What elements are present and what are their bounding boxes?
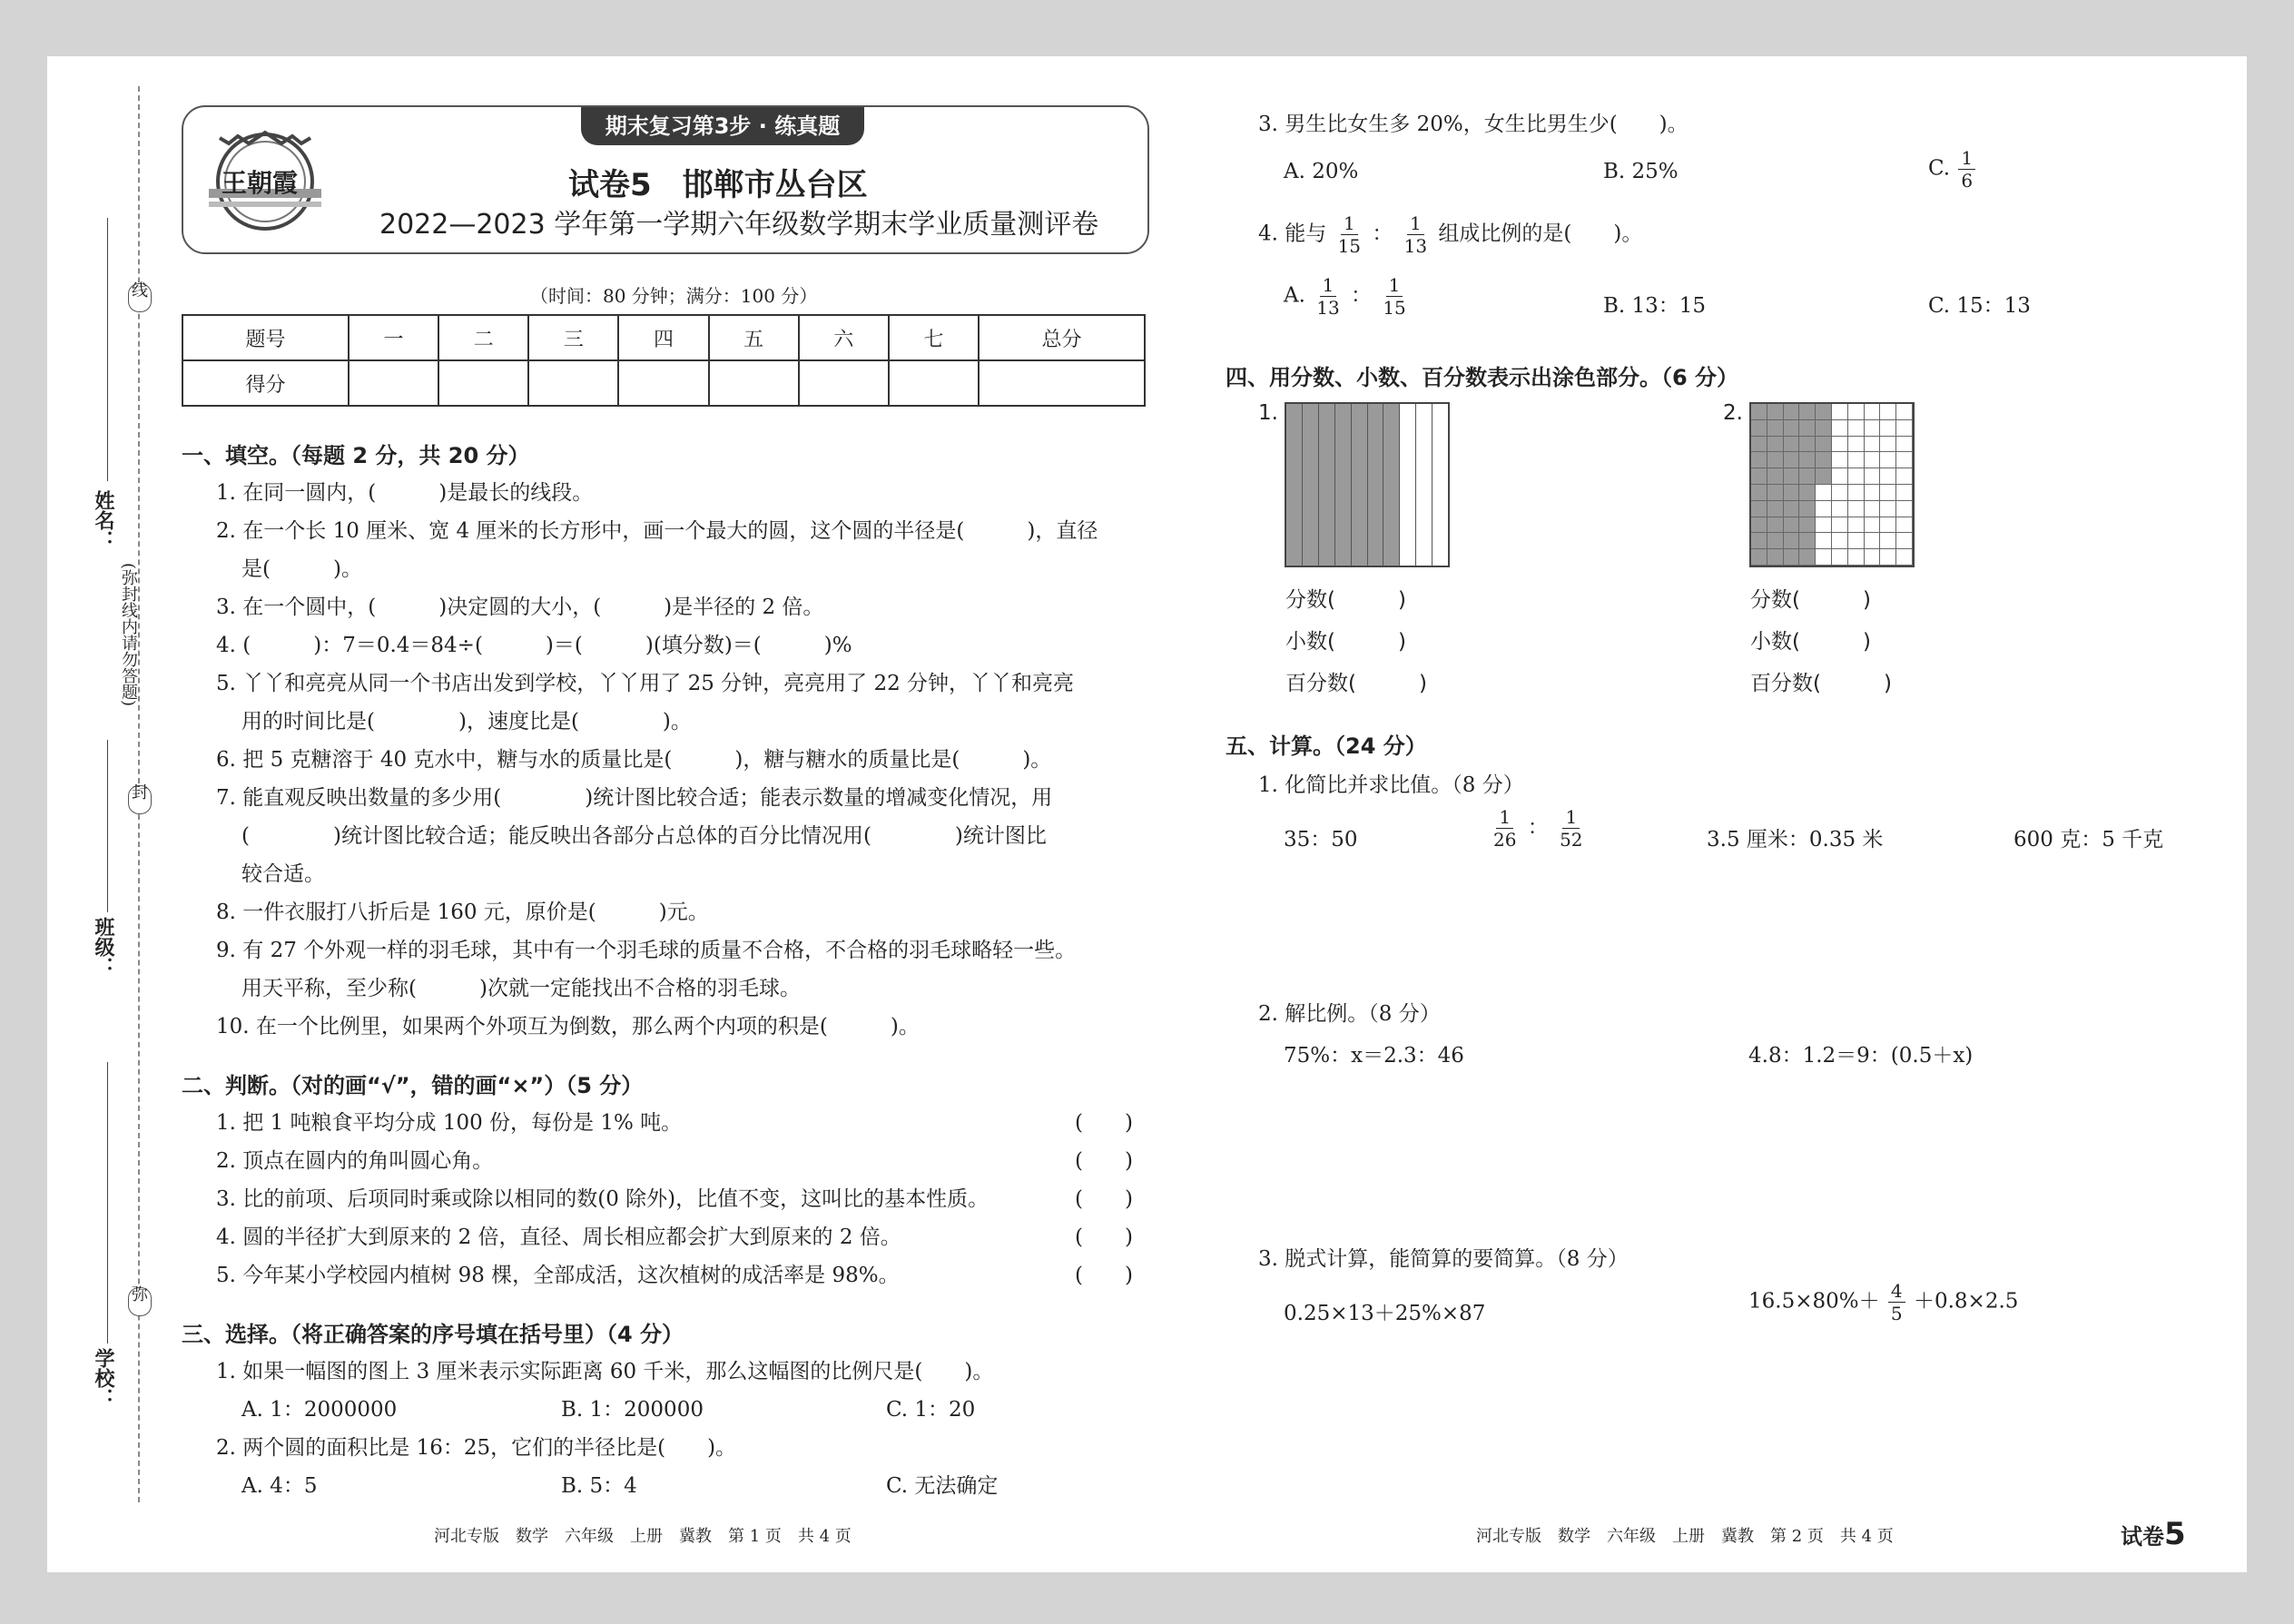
grid-cell (1799, 533, 1816, 549)
strip-cell (1352, 404, 1368, 566)
grid-cell (1799, 404, 1816, 420)
colon: ： (1372, 221, 1393, 246)
fig2-fraction-field[interactable]: 分数( ) (1750, 588, 1871, 612)
grid-cell (1848, 452, 1865, 468)
s3-q3-option-c[interactable] (1928, 147, 1977, 192)
fraction (1557, 806, 1585, 851)
grid-cell (1865, 549, 1881, 566)
exam-subtitle: 2022—2023 学年第一学期六年级数学期末学业质量测评卷 (379, 209, 1099, 241)
s5-p1-title: 1. 化简比并求比值。（8 分） (1258, 773, 1524, 797)
numerator: 1 (1320, 274, 1337, 297)
grid-cell (1896, 501, 1913, 517)
grid-cell (1832, 549, 1848, 566)
grid-cell (1832, 468, 1848, 485)
grid-cell (1865, 485, 1881, 501)
grid-cell (1832, 452, 1848, 468)
s1-item: 用的时间比是( )，速度比是( )。 (241, 710, 692, 733)
grid-cell (1799, 420, 1816, 437)
footer-badge-text: 试卷 (2121, 1524, 2164, 1550)
grid-cell (1767, 420, 1784, 437)
s5-p2-a: 75%：x＝2.3：46 (1284, 1044, 1464, 1068)
strip-cell (1286, 404, 1303, 566)
s3-q2-option-c[interactable]: C. 无法确定 (886, 1474, 999, 1498)
s1-item: 4. ( )：7＝0.4＝84÷( )＝( )(填分数)＝( )% (216, 634, 852, 657)
answer-paren[interactable]: ( ) (1075, 1187, 1133, 1211)
school-line[interactable] (107, 1062, 108, 1343)
s3-q3-option-b[interactable]: B. 25% (1603, 160, 1679, 183)
grid-cell (1880, 468, 1896, 485)
footer-badge (2121, 1516, 2186, 1552)
grid-cell (1896, 517, 1913, 534)
score-cell: 五 (709, 315, 799, 360)
grid-cell (1896, 533, 1913, 549)
score-input-cell[interactable] (709, 360, 799, 406)
colon: ： (1351, 283, 1372, 308)
grid-cell (1880, 533, 1896, 549)
grid-cell (1799, 437, 1816, 453)
grid-cell (1767, 501, 1784, 517)
grid-cell (1848, 404, 1865, 420)
grid-cell (1799, 517, 1816, 534)
grid-cell (1767, 468, 1784, 485)
score-input-cell[interactable] (979, 360, 1145, 406)
expr-suffix: ＋0.8×2.5 (1913, 1289, 2019, 1314)
grid-cell (1848, 533, 1865, 549)
s1-item: 3. 在一个圆中，( )决定圆的大小，( )是半径的 2 倍。 (216, 595, 824, 619)
score-table-score-row (182, 360, 1145, 406)
strip-cell (1319, 404, 1335, 566)
name-line[interactable] (107, 218, 108, 481)
s1-item: 是( )。 (241, 557, 362, 581)
s3-q3: 3. 男生比女生多 20%，女生比男生少( )。 (1258, 113, 1689, 136)
grid-cell (1865, 404, 1881, 420)
grid-cell (1848, 420, 1865, 437)
s1-item: ( )统计图比较合适；能反映出各部分占总体的百分比情况用( )统计图比 (241, 824, 1047, 848)
s3-q2: 2. 两个圆的面积比是 16：25，它们的半径比是( )。 (216, 1436, 737, 1460)
s3-q1: 1. 如果一幅图的图上 3 厘米表示实际距离 60 千米，那么这幅图的比例尺是( )。 (216, 1360, 994, 1383)
strip-cell (1433, 404, 1448, 566)
denominator: 6 (1961, 170, 1974, 192)
denominator: 13 (1316, 297, 1340, 319)
figure2-square-grid (1749, 402, 1915, 567)
seal-tag-feng: 封 (128, 785, 152, 814)
grid-cell (1896, 468, 1913, 485)
fig1-percent-field[interactable]: 百分数( ) (1285, 672, 1427, 695)
grid-cell (1832, 517, 1848, 534)
seal-note: (弥封线内请勿答题) (119, 563, 138, 707)
grid-cell (1767, 533, 1784, 549)
seal-tag-xian: 线 (128, 283, 152, 312)
s3-q2-option-b[interactable]: B. 5：4 (561, 1474, 637, 1498)
grid-cell (1832, 485, 1848, 501)
denominator: 15 (1383, 297, 1406, 319)
score-table-header-row (182, 315, 1145, 360)
grid-cell (1865, 437, 1881, 453)
fraction (1888, 1280, 1905, 1324)
grid-cell (1896, 404, 1913, 420)
grid-cell (1751, 404, 1767, 420)
grid-cell (1816, 452, 1832, 468)
score-input-cell[interactable] (889, 360, 979, 406)
logo-text: 王朝霞 (222, 168, 299, 198)
grid-cell (1848, 437, 1865, 453)
figure1-strip-grid (1285, 402, 1450, 567)
grid-cell (1832, 533, 1848, 549)
s2-item: 4. 圆的半径扩大到原来的 2 倍，直径、周长相应都会扩大到原来的 2 倍。 (216, 1225, 901, 1249)
grid-cell (1767, 437, 1784, 453)
grid-cell (1767, 404, 1784, 420)
numerator: 4 (1888, 1280, 1905, 1303)
logo (202, 125, 329, 234)
fig1-fraction-field[interactable]: 分数( ) (1285, 588, 1406, 612)
s3-q1-option-c[interactable]: C. 1：20 (886, 1398, 976, 1422)
section1-title: 一、填空。（每题 2 分，共 20 分） (182, 443, 530, 468)
s1-item: 10. 在一个比例里，如果两个外项互为倒数，那么两个内项的积是( )。 (216, 1015, 920, 1038)
s1-item: 5. 丫丫和亮亮从同一个书店出发到学校，丫丫用了 25 分钟，亮亮用了 22 分钟，丫丫和亮亮 (216, 672, 1075, 695)
grid-cell (1784, 517, 1800, 534)
numerator: 1 (1386, 274, 1403, 297)
s5-p2-title: 2. 解比例。（8 分） (1258, 1002, 1441, 1026)
grid-cell (1751, 485, 1767, 501)
answer-paren[interactable]: ( ) (1075, 1149, 1133, 1173)
colon: ： (1527, 815, 1549, 840)
s1-item: 8. 一件衣服打八折后是 160 元，原价是( )元。 (216, 901, 709, 924)
grid-cell (1816, 420, 1832, 437)
s3-q4-option-c[interactable]: C. 15：13 (1928, 294, 2031, 318)
grid-cell (1896, 452, 1913, 468)
answer-paren[interactable]: ( ) (1075, 1111, 1133, 1135)
grid-cell (1816, 485, 1832, 501)
grid-cell (1784, 437, 1800, 453)
grid-cell (1784, 485, 1800, 501)
strip-cell (1303, 404, 1319, 566)
school-label: 学校： (92, 1348, 114, 1408)
fraction (1491, 806, 1519, 851)
numerator: 1 (1341, 212, 1358, 235)
score-cell: 二 (438, 315, 528, 360)
grid-cell (1832, 437, 1848, 453)
strip-cell (1383, 404, 1400, 566)
fraction (1380, 274, 1408, 319)
option-letter: A. (1284, 283, 1305, 308)
grid-cell (1816, 437, 1832, 453)
score-input-cell[interactable] (349, 360, 438, 406)
s5-p3-a: 0.25×13＋25%×87 (1284, 1302, 1486, 1325)
fig1-decimal-field[interactable]: 小数( ) (1285, 630, 1406, 654)
s2-item: 5. 今年某小学校园内植树 98 棵，全部成活，这次植树的成活率是 98%。 (216, 1264, 900, 1287)
grid-cell (1880, 404, 1896, 420)
option-letter: C. (1928, 156, 1951, 181)
grid-cell (1880, 452, 1896, 468)
section2-title: 二、判断。（对的画“√”，错的画“×”）（5 分） (182, 1073, 644, 1098)
grid-cell (1832, 420, 1848, 437)
numerator: 1 (1958, 147, 1975, 170)
denominator: 52 (1560, 829, 1583, 851)
grid-cell (1816, 517, 1832, 534)
denominator: 15 (1337, 235, 1362, 257)
strip-cell (1416, 404, 1433, 566)
s3-q2-option-a[interactable]: A. 4：5 (241, 1474, 318, 1498)
grid-cell (1784, 533, 1800, 549)
grid-cell (1896, 485, 1913, 501)
grid-cell (1799, 468, 1816, 485)
s5-p1-d: 600 克：5 千克 (2013, 828, 2164, 851)
seal-tag-mi: 弥 (128, 1287, 152, 1316)
s5-p1-b (1489, 806, 1588, 851)
grid-cell (1751, 468, 1767, 485)
s1-item: 1. 在同一圆内，( )是最长的线段。 (216, 481, 594, 505)
exam-title: 试卷5 邯郸市丛台区 (568, 167, 868, 203)
grid-cell (1767, 517, 1784, 534)
s1-item: 2. 在一个长 10 厘米、宽 4 厘米的长方形中，画一个最大的圆，这个圆的半径是( )，直径 (216, 519, 1098, 543)
grid-cell (1751, 452, 1767, 468)
score-cell: 六 (799, 315, 889, 360)
s3-q4 (1258, 212, 1642, 257)
grid-cell (1848, 549, 1865, 566)
score-input-cell[interactable] (528, 360, 618, 406)
grid-cell (1880, 501, 1896, 517)
score-cell: 七 (889, 315, 979, 360)
grid-cell (1751, 517, 1767, 534)
footer-badge-num: 5 (2164, 1516, 2186, 1552)
s3-q4-option-a[interactable] (1284, 274, 1411, 319)
grid-cell (1784, 501, 1800, 517)
grid-cell (1799, 485, 1816, 501)
s2-item: 3. 比的前项、后项同时乘或除以相同的数(0 除外)，比值不变，这叫比的基本性质。 (216, 1187, 989, 1211)
grid-cell (1880, 517, 1896, 534)
figure2-label: 2. (1723, 401, 1743, 425)
grid-cell (1865, 420, 1881, 437)
numerator: 1 (1496, 806, 1513, 829)
grid-cell (1767, 485, 1784, 501)
section3-title: 三、选择。（将正确答案的序号填在括号里）（4 分） (182, 1322, 684, 1347)
denominator: 5 (1890, 1303, 1903, 1324)
s3-q3-option-a[interactable]: A. 20% (1284, 160, 1359, 183)
time-info: （时间：80 分钟；满分：100 分） (530, 285, 818, 307)
s3-q1-option-b[interactable]: B. 1：200000 (561, 1398, 704, 1422)
score-table (182, 314, 1146, 407)
grid-cell (1784, 452, 1800, 468)
grid-cell (1816, 533, 1832, 549)
grid-cell (1848, 468, 1865, 485)
grid-cell (1832, 501, 1848, 517)
class-label: 班级： (92, 917, 114, 977)
section5-title: 五、计算。（24 分） (1226, 733, 1427, 759)
grid-cell (1865, 533, 1881, 549)
q4-prefix: 4. 能与 (1258, 221, 1327, 246)
grid-cell (1816, 549, 1832, 566)
grid-cell (1832, 404, 1848, 420)
s1-item: 用天平称，至少称( )次就一定能找出不合格的羽毛球。 (241, 977, 801, 1000)
score-cell: 总分 (979, 315, 1145, 360)
grid-cell (1816, 501, 1832, 517)
denominator: 26 (1493, 829, 1517, 851)
expr-prefix: 16.5×80%＋ (1748, 1289, 1880, 1314)
s5-p1-a: 35：50 (1284, 828, 1358, 851)
s5-p2-b: 4.8：1.2＝9：(0.5＋x) (1748, 1044, 1974, 1068)
class-line[interactable] (107, 740, 108, 912)
grid-cell (1865, 501, 1881, 517)
grid-cell (1896, 437, 1913, 453)
score-input-cell[interactable] (618, 360, 708, 406)
grid-cell (1799, 452, 1816, 468)
grid-cell (1865, 468, 1881, 485)
score-cell: 四 (618, 315, 708, 360)
fraction (1958, 147, 1975, 192)
grid-cell (1799, 549, 1816, 566)
numerator: 1 (1562, 806, 1580, 829)
s1-item: 7. 能直观反映出数量的多少用( )统计图比较合适；能表示数量的增减变化情况，用 (216, 786, 1053, 810)
grid-cell (1865, 517, 1881, 534)
s3-q1-option-a[interactable]: A. 1：2000000 (241, 1398, 398, 1422)
s3-q4-option-b[interactable]: B. 13：15 (1603, 294, 1707, 318)
grid-cell (1880, 485, 1896, 501)
strip-cell (1335, 404, 1352, 566)
fraction (1314, 274, 1342, 319)
score-label: 得分 (182, 360, 349, 406)
grid-cell (1848, 501, 1865, 517)
grid-cell (1865, 452, 1881, 468)
grid-cell (1896, 549, 1913, 566)
grid-cell (1751, 549, 1767, 566)
footer-right: 河北专版 数学 六年级 上册 冀教 第 2 页 共 4 页 (1476, 1527, 1894, 1546)
grid-cell (1751, 420, 1767, 437)
step-badge: 期末复习第3步 · 练真题 (581, 107, 864, 145)
section4-title: 四、用分数、小数、百分数表示出涂色部分。（6 分） (1226, 365, 1739, 390)
score-cell: 一 (349, 315, 438, 360)
grid-cell (1767, 549, 1784, 566)
grid-cell (1816, 404, 1832, 420)
figure1-label: 1. (1258, 401, 1278, 425)
strip-cell (1368, 404, 1384, 566)
grid-cell (1799, 501, 1816, 517)
grid-cell (1784, 420, 1800, 437)
score-cell: 三 (528, 315, 618, 360)
s2-item: 1. 把 1 吨粮食平均分成 100 份，每份是 1% 吨。 (216, 1111, 683, 1135)
s1-item: 9. 有 27 个外观一样的羽毛球，其中有一个羽毛球的质量不合格，不合格的羽毛球略轻一些。 (216, 939, 1077, 962)
grid-cell (1848, 485, 1865, 501)
numerator: 1 (1407, 212, 1424, 235)
grid-cell (1880, 437, 1896, 453)
s1-item: 6. 把 5 克糖溶于 40 克水中，糖与水的质量比是( )，糖与糖水的质量比是( )。 (216, 748, 1052, 772)
score-input-cell[interactable] (438, 360, 528, 406)
s1-item: 较合适。 (241, 862, 325, 886)
q4-suffix: 组成比例的是( )。 (1438, 221, 1643, 246)
grid-cell (1896, 420, 1913, 437)
s5-p1-c: 3.5 厘米：0.35 米 (1707, 828, 1884, 851)
s5-p3-b (1748, 1280, 2018, 1324)
s5-p3-title: 3. 脱式计算，能简算的要简算。（8 分） (1258, 1247, 1629, 1271)
grid-cell (1816, 468, 1832, 485)
fraction (1402, 212, 1430, 257)
s2-item: 2. 顶点在圆内的角叫圆心角。 (216, 1149, 494, 1173)
grid-cell (1784, 468, 1800, 485)
answer-paren[interactable]: ( ) (1075, 1264, 1133, 1287)
fraction (1335, 212, 1364, 257)
footer-left: 河北专版 数学 六年级 上册 冀教 第 1 页 共 4 页 (434, 1527, 852, 1546)
fig2-decimal-field[interactable]: 小数( ) (1750, 630, 1871, 654)
grid-cell (1784, 549, 1800, 566)
grid-cell (1848, 517, 1865, 534)
denominator: 13 (1403, 235, 1428, 257)
grid-cell (1751, 533, 1767, 549)
grid-cell (1767, 452, 1784, 468)
grid-cell (1784, 404, 1800, 420)
grid-cell (1751, 501, 1767, 517)
grid-cell (1751, 437, 1767, 453)
strip-cell (1400, 404, 1416, 566)
score-input-cell[interactable] (799, 360, 889, 406)
fig2-percent-field[interactable]: 百分数( ) (1750, 672, 1892, 695)
name-label: 姓名： (92, 490, 114, 550)
score-cell: 题号 (182, 315, 349, 360)
grid-cell (1880, 549, 1896, 566)
answer-paren[interactable]: ( ) (1075, 1225, 1133, 1249)
grid-cell (1880, 420, 1896, 437)
